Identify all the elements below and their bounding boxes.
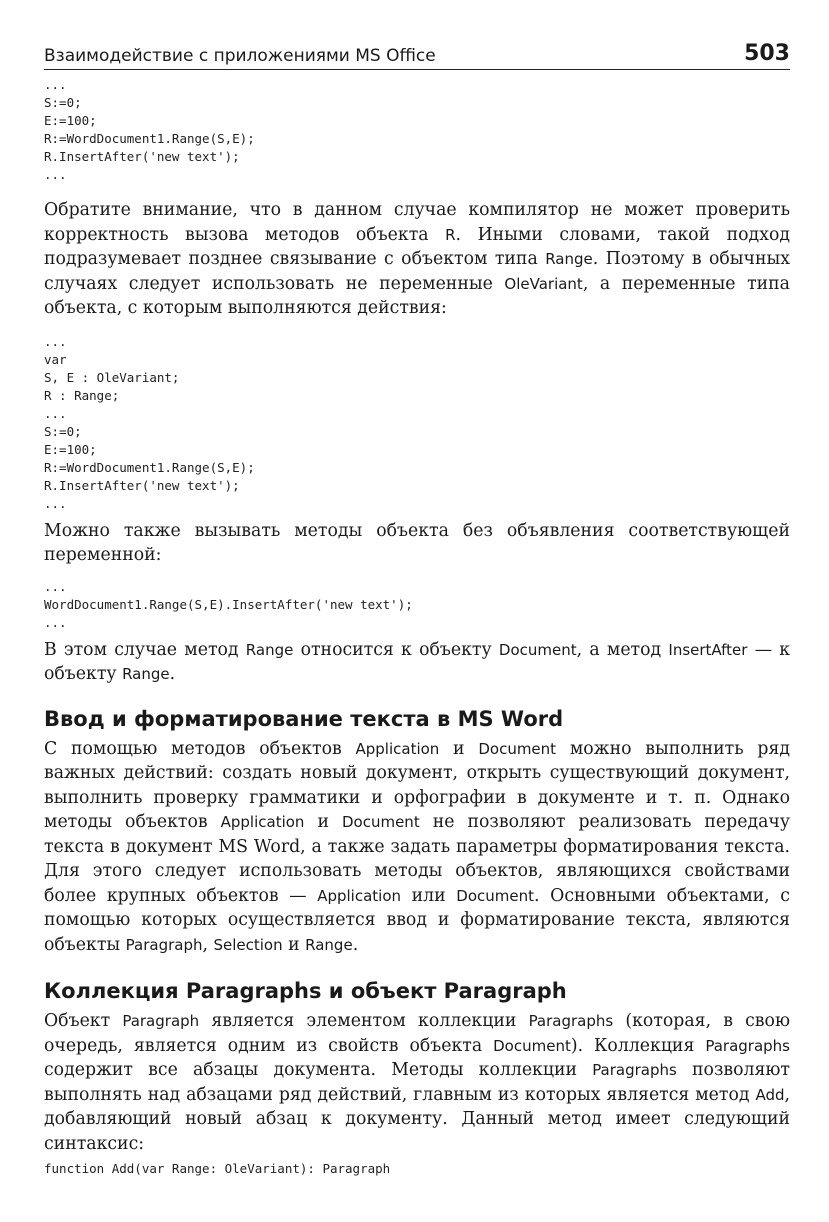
code-identifier: Application bbox=[220, 813, 305, 831]
paragraph-3 bbox=[44, 638, 790, 687]
page-number: 503 bbox=[744, 41, 790, 66]
text-run: . bbox=[352, 934, 359, 955]
code-identifier: Add bbox=[755, 1085, 785, 1104]
text-run: — к объекту bbox=[44, 639, 791, 684]
code-identifier: OleVariant bbox=[504, 274, 583, 293]
code-identifier: Document bbox=[456, 886, 535, 905]
code-identifier: InsertAfter bbox=[668, 640, 748, 659]
code-identifier: Range bbox=[245, 640, 294, 659]
text-run: , а переменные типа объекта, с которым выполняются действия: bbox=[44, 273, 790, 318]
text-run: и bbox=[304, 812, 342, 832]
text-run: С помощью методов объектов bbox=[44, 738, 356, 759]
text-run: не позволяют реализовать передачу текста в документ MS Word, а также задать параметры форматирования текста. Для этого следует использовать методы объектов, являющихся свойствами более крупных объектов — bbox=[44, 812, 790, 906]
text-run: , а метод bbox=[576, 639, 669, 660]
code-identifier: Range bbox=[122, 665, 170, 683]
code-identifier: Document bbox=[478, 739, 557, 758]
code-identifier: Document bbox=[498, 640, 577, 659]
text-run: можно выполнить ряд важных действий: создать новый документ, открыть существующий документ, выполнить проверку грамматики и орфографии в документе и т. п. Однако методы объектов bbox=[44, 738, 790, 832]
running-header bbox=[44, 36, 790, 70]
text-run: В этом случае метод bbox=[44, 639, 246, 660]
text-run: содержит все абзацы документа. Методы коллекции bbox=[44, 1060, 593, 1080]
code-identifier: Selection bbox=[213, 935, 283, 954]
code-identifier: Paragraph bbox=[122, 1012, 200, 1030]
text-run: ). Коллекция bbox=[570, 1035, 706, 1056]
code-identifier: Paragraphs bbox=[705, 1036, 790, 1055]
code-identifier: Paragraphs bbox=[528, 1012, 614, 1030]
text-run: , добавляющий новый абзац к документу. Данный метод имеет следующий синтаксис: bbox=[44, 1084, 790, 1154]
text-run: Можно также вызывать методы объекта без объявления соответствующей переменной: bbox=[44, 520, 790, 565]
text-run: и bbox=[282, 934, 306, 955]
paragraph-1 bbox=[44, 198, 790, 321]
text-run: относится к объекту bbox=[293, 639, 499, 660]
code-identifier: Document bbox=[341, 813, 420, 831]
section-heading-2: Коллекция Paragraphs и объект Paragraph bbox=[44, 979, 567, 1003]
code-block-1: ... S:=0; E:=100; R:=WordDocument1.Range(S,E); R.InsertAfter('new text'); ... bbox=[44, 77, 255, 182]
code-identifier: Application bbox=[317, 886, 401, 905]
code-block-2: ... var S, E : OleVariant; R : Range; ... S:=0; E:=100; R:=WordDocument1.Range(S,E); R.InsertAfter('new text'); ... bbox=[44, 333, 255, 511]
text-run: . Иными словами, такой подход подразумевает позднее связывание с объектом типа bbox=[44, 224, 790, 269]
text-run: или bbox=[401, 885, 457, 906]
book-page bbox=[44, 36, 790, 1178]
code-identifier: R bbox=[445, 225, 456, 244]
code-identifier: Application bbox=[355, 739, 440, 758]
code-identifier: Paragraph bbox=[125, 935, 203, 954]
text-run: Объект bbox=[44, 1011, 123, 1031]
code-identifier: Document bbox=[493, 1036, 571, 1055]
paragraph-2 bbox=[44, 519, 790, 568]
text-run: Обратите внимание, что в данном случае компилятор не может проверить корректность вызова методов объекта bbox=[44, 200, 790, 245]
text-run: и bbox=[439, 738, 479, 759]
text-run: является элементом коллекции bbox=[199, 1011, 529, 1031]
text-run: . bbox=[169, 664, 176, 684]
text-run: (которая, в свою очередь, является одним из свойств объекта bbox=[44, 1011, 790, 1056]
text-run: позволяют выполнять над абзацами ряд действий, главным из которых является метод bbox=[44, 1060, 790, 1105]
section-heading-1: Ввод и форматирование текста в MS Word bbox=[44, 706, 564, 731]
running-title: Взаимодействие с приложениями MS Office bbox=[44, 46, 436, 66]
text-run: . Поэтому в обычных случаях следует использовать не переменные bbox=[44, 249, 790, 294]
paragraph-4 bbox=[44, 737, 790, 958]
code-identifier: Paragraphs bbox=[592, 1061, 677, 1079]
code-block-3: ... WordDocument1.Range(S,E).InsertAfter('new text'); ... bbox=[44, 578, 413, 630]
code-identifier: Range bbox=[305, 935, 353, 954]
text-run: , bbox=[202, 934, 214, 955]
text-run: . Основными объектами, с помощью которых осуществляется ввод и форматирование текста, являются объекты bbox=[44, 885, 790, 955]
code-block-4: function Add(var Range: OleVariant): Paragraph bbox=[44, 1161, 391, 1176]
code-identifier: Range bbox=[545, 250, 593, 268]
paragraph-5 bbox=[44, 1009, 790, 1156]
